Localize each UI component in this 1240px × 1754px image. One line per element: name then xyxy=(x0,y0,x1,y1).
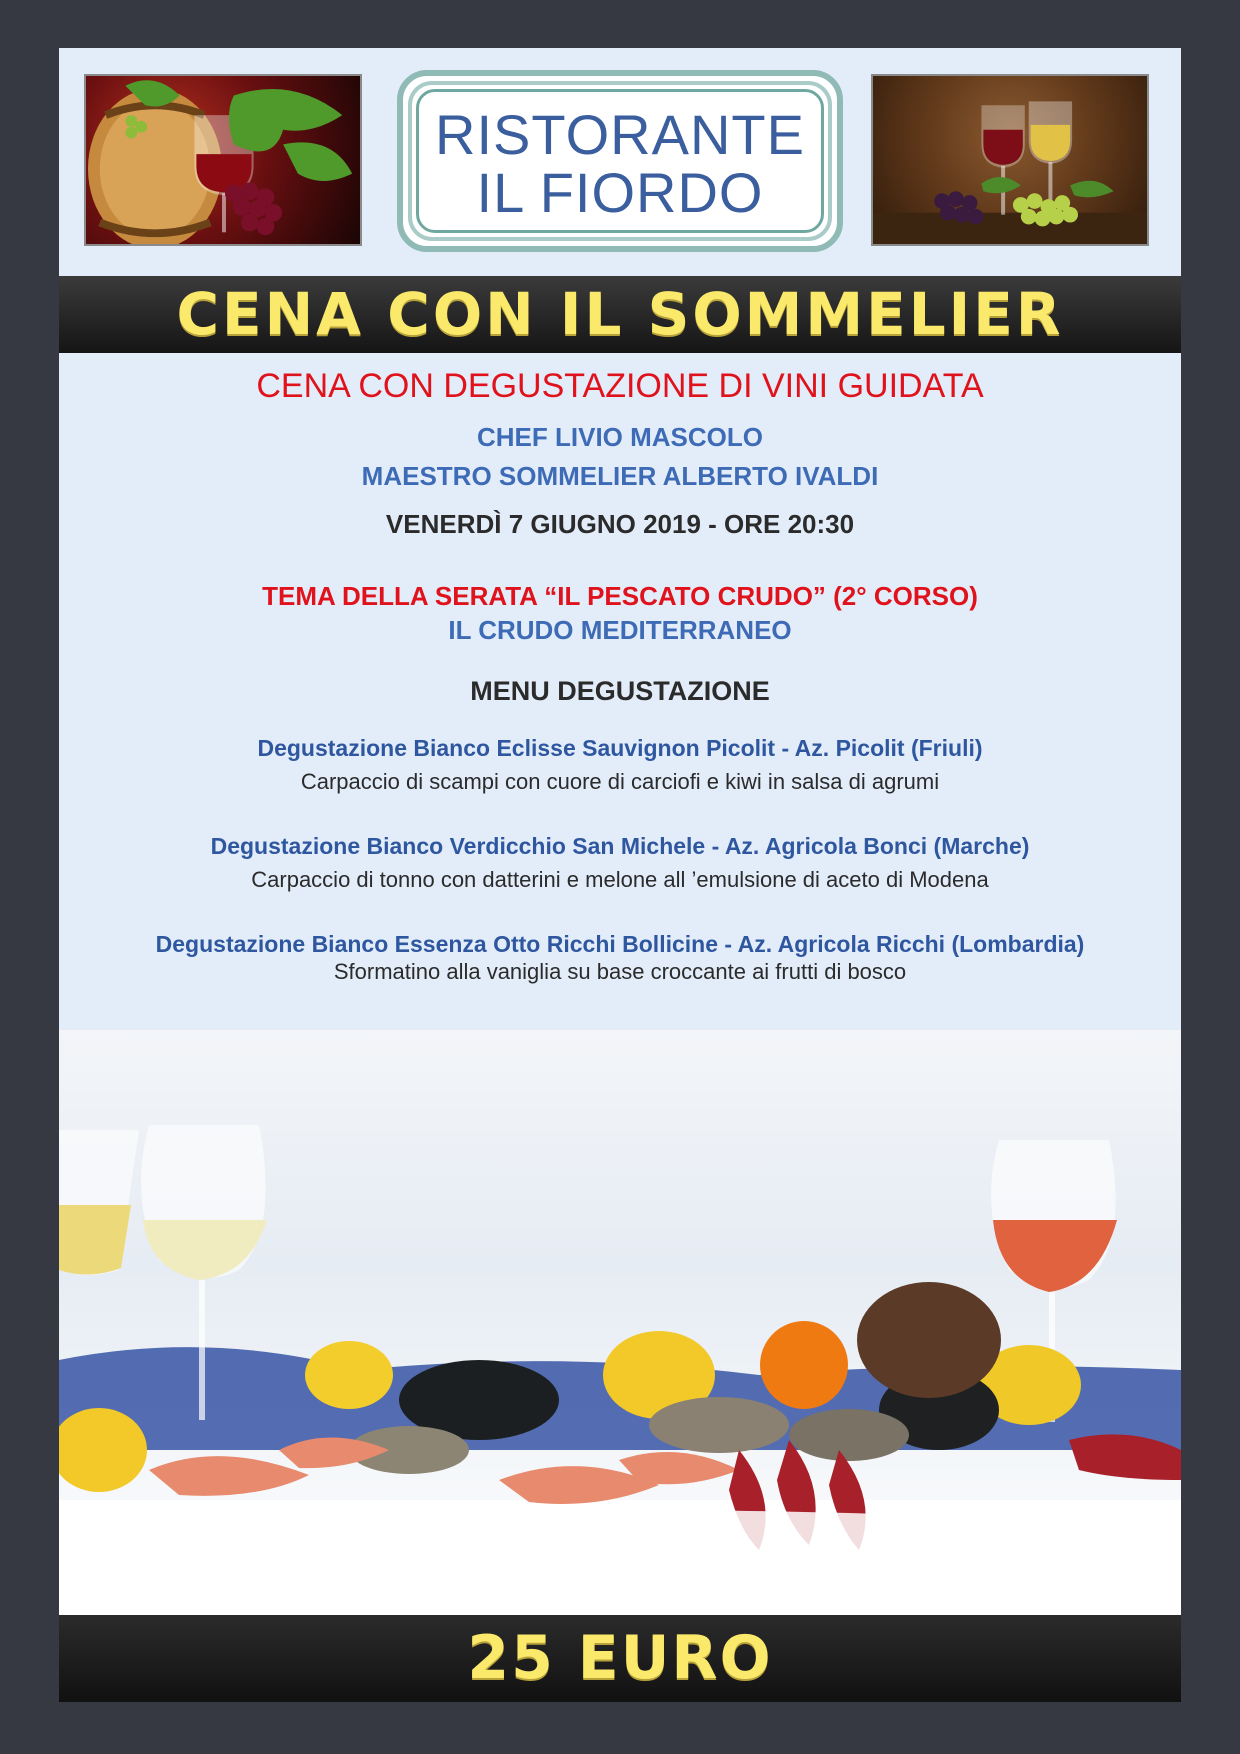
restaurant-logo xyxy=(397,70,843,252)
sommelier-name: MAESTRO SOMMELIER ALBERTO IVALDI xyxy=(361,461,879,491)
price: 25 EURO xyxy=(467,1623,773,1693)
restaurant-name-line2: IL FIORDO xyxy=(476,161,764,224)
menu-heading: MENU DEGUSTAZIONE xyxy=(470,676,770,706)
poster xyxy=(59,48,1181,1702)
event-title-banner xyxy=(59,276,1181,353)
menu-wine: Degustazione Bianco Essenza Otto Ricchi Bollicine - Az. Agricola Ricchi (Lombardia) xyxy=(155,931,1085,957)
menu-dish: Carpaccio di scampi con cuore di carciofi e kiwi in salsa di agrumi xyxy=(300,769,940,794)
event-subtitle: CENA CON DEGUSTAZIONE DI VINI GUIDATA xyxy=(256,367,984,405)
header xyxy=(59,48,1181,276)
event-theme: TEMA DELLA SERATA “IL PESCATO CRUDO” (2° CORSO) xyxy=(262,581,978,611)
menu-wine: Degustazione Bianco Verdicchio San Michele - Az. Agricola Bonci (Marche) xyxy=(210,833,1030,859)
wine-glasses-grapes-photo xyxy=(871,74,1149,246)
event-theme-subtitle: IL CRUDO MEDITERRANEO xyxy=(448,615,792,645)
raw-seafood-wine-photo xyxy=(59,1030,1181,1615)
price-banner xyxy=(59,1615,1181,1702)
menu-dish: Carpaccio di tonno con datterini e melone all ’emulsione di aceto di Modena xyxy=(251,867,989,892)
event-title: CENA CON IL SOMMELIER xyxy=(176,280,1064,348)
restaurant-name-line1: RISTORANTE xyxy=(435,103,805,166)
event-date: VENERDÌ 7 GIUGNO 2019 - ORE 20:30 xyxy=(385,509,855,539)
menu-wine: Degustazione Bianco Eclisse Sauvignon Picolit - Az. Picolit (Friuli) xyxy=(257,735,983,761)
menu-dish: Sformatino alla vaniglia su base croccante ai frutti di bosco xyxy=(333,959,907,984)
wine-barrel-grapes-photo xyxy=(84,74,362,246)
chef-name: CHEF LIVIO MASCOLO xyxy=(477,422,763,452)
